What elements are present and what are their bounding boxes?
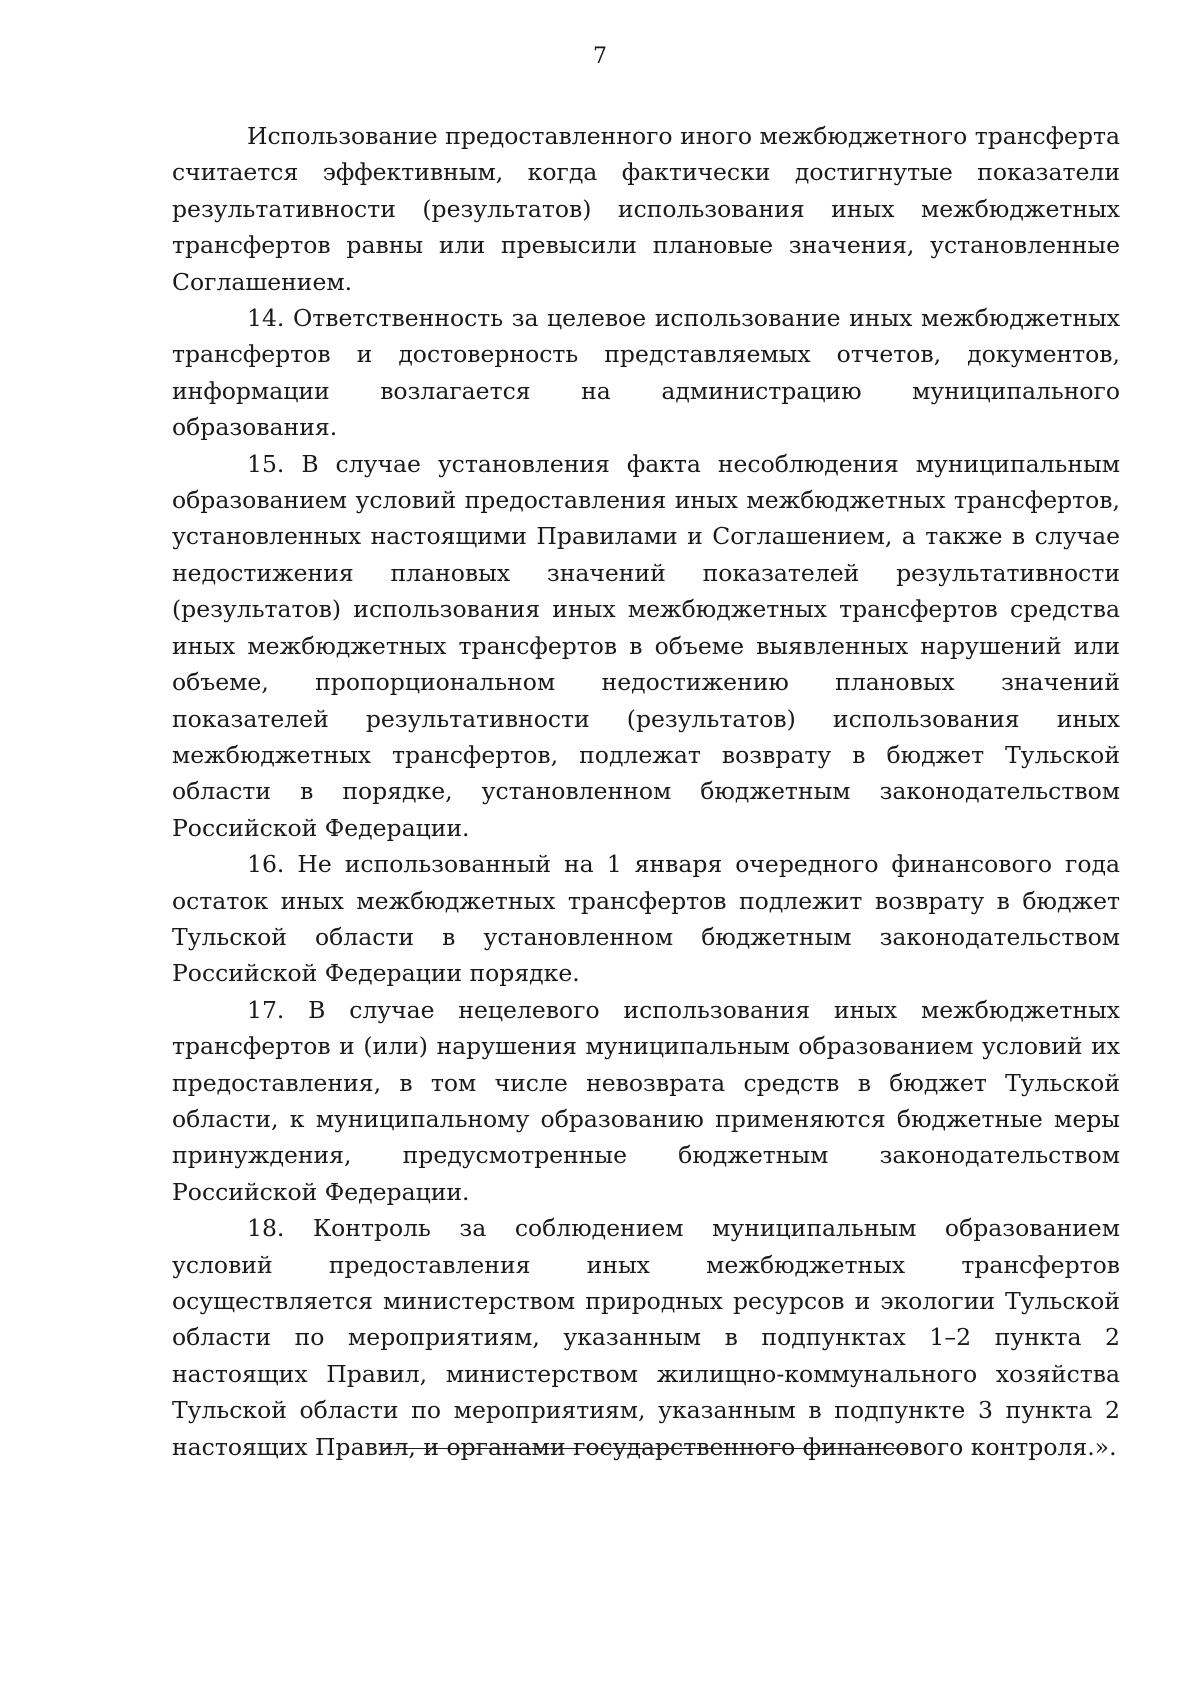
paragraph-efficiency: Использование предоставленного иного межбюджетного трансферта считается эффективным, когда фактически достигнутые показатели результативности (результатов) использования иных межбюджетных трансфертов равны или превысили плановые значения, установленные Соглашением. [172, 122, 1120, 296]
paragraph-17: 17. В случае нецелевого использования иных межбюджетных трансфертов и (или) нарушения муниципальным образованием условий их предоставления, в том числе невозврата средств в бюджет Тульской области, к муниципальному образованию применяются бюджетные меры принуждения, предусмотренные бюджетным законодательством Российской Федерации. [172, 995, 1120, 1206]
paragraph-15: 15. В случае установления факта несоблюдения муниципальным образованием условий предоставления иных межбюджетных трансфертов, установленных настоящими Правилами и Соглашением, а также в случае недостижения плановых значений показателей результативности (результатов) использования иных межбюджетных трансфертов средства иных межбюджетных трансфертов в объеме выявленных нарушений или объеме, пропорциональном недостижению плановых значений показателей результативности (результатов) использования иных межбюджетных трансфертов, подлежат возврату в бюджет Тульской области в порядке, установленном бюджетным законодательством Российской Федерации. [172, 449, 1120, 842]
document-body [172, 118, 1120, 1465]
paragraph-14: 14. Ответственность за целевое использование иных межбюджетных трансфертов и достоверность представляемых отчетов, документов, информации возлагается на администрацию муниципального образования. [172, 304, 1120, 442]
paragraph-16: 16. Не использованный на 1 января очередного финансового года остаток иных межбюджетных трансфертов подлежит возврату в бюджет Тульской области в установленном бюджетным законодательством Российской Федерации порядке. [172, 850, 1120, 988]
paragraph-18: 18. Контроль за соблюдением муниципальным образованием условий предоставления иных межбюджетных трансфертов осуществляется министерством природных ресурсов и экологии Тульской области по мероприятиям, указанным в подпунктах 1–2 пункта 2 настоящих Правил, министерством жилищно-коммунального хозяйства Тульской области по мероприятиям, указанным в подпункте 3 пункта 2 настоящих Правил, и органами государственного финансового контроля.». [172, 1214, 1120, 1461]
end-of-document-rule [383, 1448, 906, 1449]
page-number: 7 [593, 44, 607, 69]
